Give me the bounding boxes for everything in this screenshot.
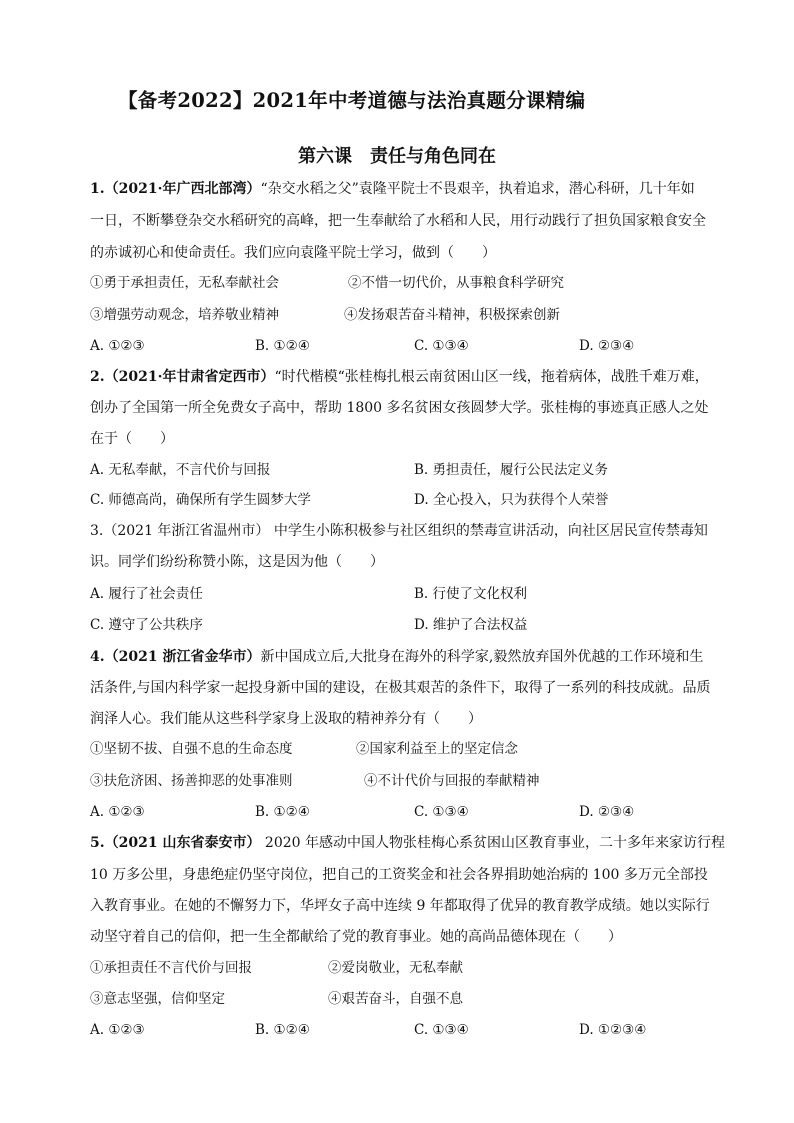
q3-option-a: A. 履行了社会责任 — [90, 586, 203, 602]
q5-option-d: D. ①②③④ — [579, 1022, 647, 1038]
q2-option-c: C. 师德高尚，确保所有学生圆梦大学 — [90, 492, 311, 508]
q1-source: 1.（2021·年广西北部湾） — [90, 181, 261, 197]
q5-statement-4: ④艰苦奋斗，自强不息 — [328, 991, 463, 1007]
q1-text-1: “杂交水稻之父”袁隆平院士不畏艰辛，执着追求，潜心科研，几十年如 — [260, 181, 695, 197]
q4-source: 4.（2021 浙江省金华市） — [90, 649, 261, 665]
q3-text-2: 识。同学们纷纷称赞小陈，这是因为他（ ） — [90, 554, 384, 570]
q4-statement-4: ④不计代价与回报的奉献精神 — [364, 773, 540, 789]
q5-source: 5.（2021 山东省泰安市） — [90, 835, 261, 851]
q4-option-a: A. ①②③ — [90, 804, 145, 820]
q4-statement-1: ①坚韧不拔、自强不息的生命态度 — [90, 741, 293, 757]
document-title: 【备考2022】2021年中考道德与法治真题分课精编 — [118, 89, 586, 112]
q1-option-c: C. ①③④ — [414, 338, 469, 354]
q4-text-1: 新中国成立后,大批身在海外的科学家,毅然放弃国外优越的工作环境和生 — [260, 649, 704, 665]
q4-option-d: D. ②③④ — [579, 804, 635, 820]
q2-source: 2.（2021·年甘肃省定西市） — [90, 369, 275, 385]
q1-line-1 — [90, 179, 695, 199]
q1-statement-2: ②不惜一切代价，从事粮食科学研究 — [348, 275, 564, 291]
q4-option-c: C. ①③④ — [414, 804, 469, 820]
q5-option-a: A. ①②③ — [90, 1022, 145, 1038]
q5-statement-1: ①承担责任不言代价与回报 — [90, 960, 252, 976]
q5-statement-2: ②爱岗敬业，无私奉献 — [328, 960, 463, 976]
q2-text-1: “时代楷模“张桂梅扎根云南贫困山区一线，拖着病体，战胜千难万难， — [274, 369, 709, 385]
q2-option-a: A. 无私奉献，不言代价与回报 — [90, 462, 271, 478]
q1-option-a: A. ①②③ — [90, 338, 145, 354]
q5-line-1 — [90, 833, 725, 853]
q1-statement-4: ④发扬艰苦奋斗精神，积极探索创新 — [344, 307, 560, 323]
q4-text-3: 润泽人心。我们能从这些科学家身上汲取的精神养分有（ ） — [90, 711, 482, 727]
q3-option-c: C. 遵守了公共秩序 — [90, 617, 203, 633]
q5-option-b: B. ①②④ — [255, 1022, 310, 1038]
q4-line-1 — [90, 647, 703, 667]
q3-text-1: 3.（2021 年浙江省温州市） 中学生小陈积极参与社区组织的禁毒宣讲活动，向社区居民宣传禁毒知 — [90, 523, 708, 539]
q4-text-2: 活条件,与国内科学家一起投身新中国的建设，在极其艰苦的条件下，取得了一系列的科技成就。品质 — [90, 680, 711, 696]
q5-option-c: C. ①③④ — [414, 1022, 469, 1038]
q4-statement-3: ③扶危济困、扬善抑恶的处事准则 — [90, 773, 293, 789]
q5-text-2: 10 万多公里，身患绝症仍坚守岗位，把自己的工资奖金和社会各界捐助她治病的 100 多万元全部投 — [90, 867, 708, 883]
q2-text-3: 在于（ ） — [90, 431, 174, 447]
q3-option-d: D. 维护了合法权益 — [414, 617, 528, 633]
q1-option-b: B. ①②④ — [255, 338, 310, 354]
q1-text-2: 一日，不断攀登杂交水稻研究的高峰，把一生奉献给了水稻和人民，用行动践行了担负国家粮食安全 — [90, 213, 706, 229]
q5-statement-3: ③意志坚强，信仰坚定 — [90, 991, 225, 1007]
q5-text-4: 动坚守着自己的信仰，把一生全都献给了党的教育事业。她的高尚品德体现在（ ） — [90, 929, 622, 945]
lesson-heading: 第六课 责任与角色同在 — [298, 146, 496, 167]
q3-option-b: B. 行使了文化权利 — [414, 586, 528, 602]
q1-statement-3: ③增强劳动观念，培养敬业精神 — [90, 307, 279, 323]
q2-option-b: B. 勇担责任，履行公民法定义务 — [414, 462, 609, 478]
q1-text-3: 的赤诚初心和使命责任。我们应向袁隆平院士学习，做到（ ） — [90, 245, 496, 261]
q2-text-2: 创办了全国第一所全免费女子高中，帮助 1800 多名贫困女孩圆梦大学。张桂梅的事迹真正感人之处 — [90, 400, 709, 416]
q4-option-b: B. ①②④ — [255, 804, 310, 820]
q5-text-1: 2020 年感动中国人物张桂梅心系贫困山区教育事业，二十多年来家访行程 — [260, 835, 725, 851]
q1-statement-1: ①勇于承担责任，无私奉献社会 — [90, 275, 279, 291]
q2-option-d: D. 全心投入，只为获得个人荣誉 — [414, 492, 609, 508]
q4-statement-2: ②国家利益至上的坚定信念 — [356, 741, 518, 757]
q5-text-3: 入教育事业。在她的不懈努力下，华坪女子高中连续 9 年都取得了优异的教育教学成绩。她以实际行 — [90, 898, 710, 914]
q1-option-d: D. ②③④ — [579, 338, 635, 354]
q2-line-1 — [90, 367, 709, 387]
